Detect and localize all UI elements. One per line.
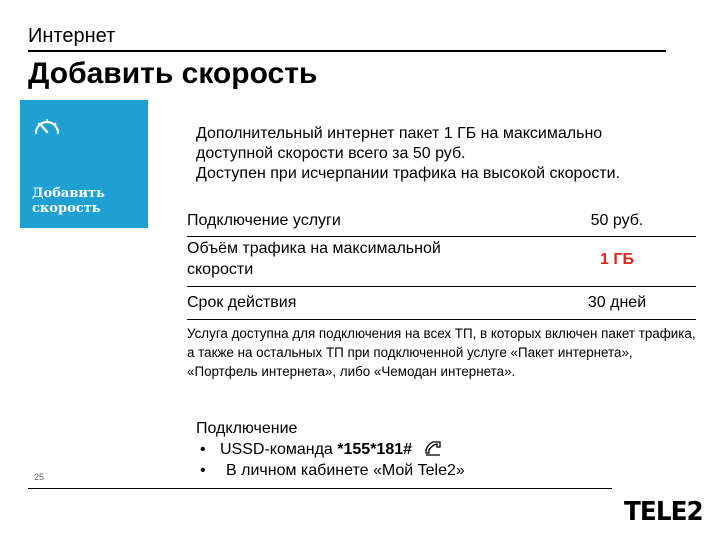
page-title: Добавить скорость [28,57,318,90]
intro-line: Дополнительный интернет пакет 1 ГБ на максимально [196,125,603,142]
header-divider [28,50,666,52]
page-number: 25 [34,472,45,482]
tile-label-line1: Добавить [32,186,105,201]
table-row-volume [187,238,696,287]
list-item [196,439,616,460]
speedometer-icon [32,114,62,138]
ussd-code[interactable]: *155*181# [337,441,413,458]
phone-icon [424,440,442,456]
section-title: Интернет [28,25,116,47]
row-label: Подключение услуги [187,212,341,229]
row-label: Срок действия [187,294,297,311]
connect-heading: Подключение [196,420,298,437]
cabinet-link[interactable]: В личном кабинете «Мой Tele2» [226,462,465,479]
intro-line: Доступен при исчерпании трафика на высокой скорости. [196,165,621,182]
tele2-logo: TELE2 [624,497,703,527]
connect-section [196,418,616,481]
bullet: • [200,462,206,479]
service-tile [20,100,148,228]
availability-note: Услуга доступна для подключения на всех ТП, в которых включен пакет трафика, а также на остальных ТП при подключенной услуге «Пакет интернета», «Портфель интернета», либо «Чемодан интернета». [187,326,696,379]
table-row-price [187,210,696,237]
list-item [196,460,616,481]
footer-divider [28,488,612,489]
row-value: 1 ГБ [600,251,634,268]
ussd-label: USSD-команда [220,441,338,458]
row-value: 50 руб. [590,212,644,229]
row-value: 30 дней [587,294,647,311]
tile-label-line2: скорость [32,201,101,216]
intro-line: доступной скорости всего за 50 руб. [196,145,466,162]
table-row-period [187,292,696,320]
row-label: Объём трафика на максимальной скорости [187,240,441,278]
bullet: • [200,441,206,458]
intro-text [196,124,696,184]
tile-label [32,186,144,216]
